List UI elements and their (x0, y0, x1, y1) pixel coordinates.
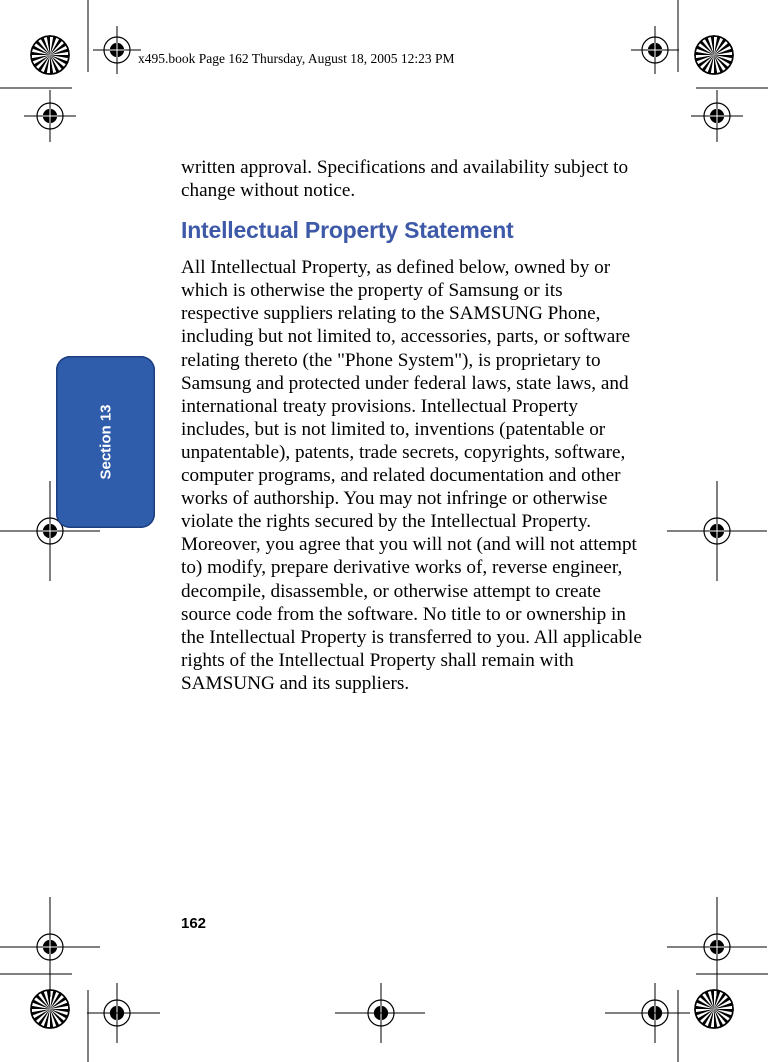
body-paragraph: All Intellectual Property, as defined below, owned by or which is otherwise the property of Samsung or its respective suppliers relating to the SAMSUNG Phone, including but not limited to, accessories, parts, or software relating thereto (the "Phone System"), is proprietary to Samsung and protected under federal laws, state laws, and international treaty provisions. Intellectual Property includes, but is not limited to, inventions (patentable or unpatentable), patents, trade secrets, copyrights, software, computer programs, and related documentation and other works of authorship. You may not infringe or otherwise violate the rights secured by the Intellectual Property. Moreover, you agree that you will not (and will not attempt to) modify, prepare derivative works of, reverse engineer, decompile, disassemble, or otherwise attempt to create source code from the software. No title to or ownership in the Intellectual Property is transferred to you. All applicable rights of the Intellectual Property shall remain with SAMSUNG and its suppliers. (181, 257, 642, 694)
registration-target-icon (24, 90, 76, 142)
starburst-target-icon (31, 36, 69, 74)
registration-target-icon (93, 26, 141, 74)
registration-target-icon (691, 90, 743, 142)
section-tab-label: Section 13 (97, 404, 114, 480)
page-content (181, 156, 644, 695)
starburst-target-icon (695, 990, 733, 1028)
section-heading: Intellectual Property Statement (181, 217, 514, 244)
registration-target-icon (667, 481, 767, 581)
intro-paragraph: written approval. Specifications and availability subject to change without notice. (181, 157, 629, 202)
starburst-target-icon (695, 36, 733, 74)
page-number: 162 (181, 915, 207, 932)
book-slug-line: x495.book Page 162 Thursday, August 18, 2005 12:23 PM (138, 51, 455, 66)
section-tab (56, 356, 155, 528)
registration-target-icon (0, 897, 100, 997)
registration-target-icon (631, 26, 679, 74)
registration-target-icon (667, 897, 767, 997)
